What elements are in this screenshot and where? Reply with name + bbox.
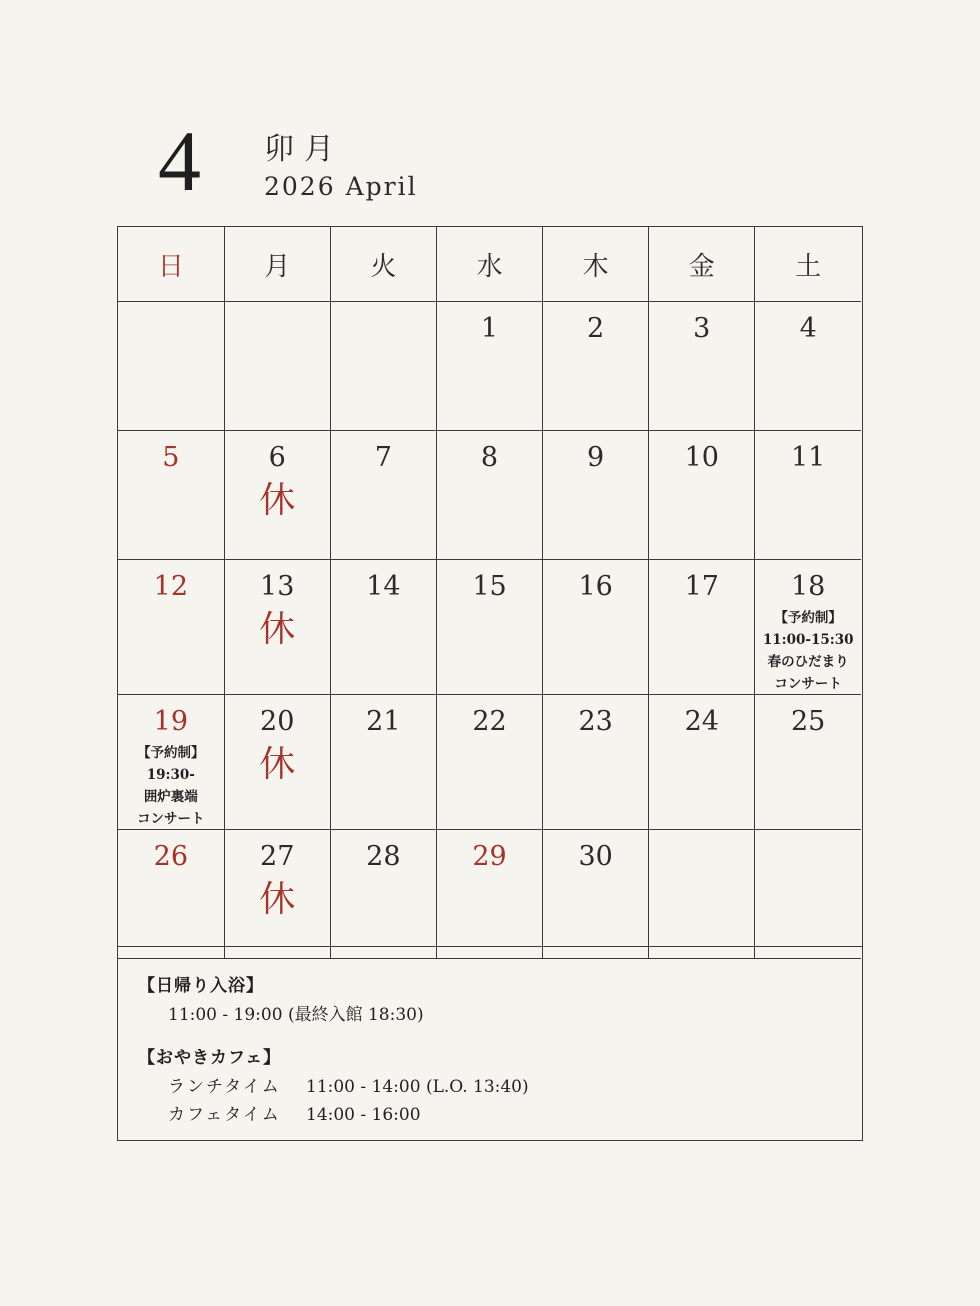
calendar-day-cell — [224, 830, 330, 959]
event-note-line: コンサート — [774, 676, 842, 692]
day-number: 27 — [260, 841, 295, 872]
day-number: 20 — [260, 706, 295, 737]
calendar-day-cell — [330, 830, 436, 959]
day-number: 3 — [693, 313, 711, 344]
day-number: 15 — [472, 571, 507, 602]
day-number: 1 — [480, 313, 499, 344]
event-note — [118, 743, 224, 829]
day-number: 5 — [162, 442, 180, 473]
lunch-time-label: ランチタイム — [168, 1077, 281, 1097]
closed-day-mark: 休 — [259, 744, 296, 785]
day-number: 24 — [684, 706, 719, 737]
calendar-day-cell — [543, 302, 649, 431]
lunch-time-row — [138, 1073, 862, 1101]
calendar-day-cell — [330, 302, 436, 431]
day-number: 23 — [578, 706, 613, 737]
cafe-time-label: カフェタイム — [168, 1105, 281, 1125]
weekday-wednesday: 水 — [436, 227, 542, 302]
day-number: 19 — [153, 706, 188, 737]
calendar-day-cell — [330, 695, 436, 830]
weekday-tuesday: 火 — [330, 227, 436, 302]
calendar-day-cell — [224, 695, 330, 830]
day-bath-heading: 【日帰り入浴】 — [138, 976, 264, 996]
day-number: 13 — [260, 571, 295, 602]
day-number: 16 — [578, 571, 613, 602]
weekday-monday: 月 — [224, 227, 330, 302]
day-number: 21 — [366, 706, 401, 737]
calendar-day-cell — [118, 695, 224, 830]
day-number: 22 — [472, 706, 507, 737]
day-bath-hours: 11:00 - 19:00 (最終入館 18:30) — [168, 1005, 424, 1025]
closed-day-mark: 休 — [259, 609, 296, 650]
day-number: 12 — [153, 571, 188, 602]
calendar-day-cell — [649, 302, 755, 431]
calendar-day-cell — [755, 431, 861, 560]
day-number: 2 — [587, 313, 605, 344]
closed-day-mark: 休 — [259, 879, 296, 920]
weekday-friday: 金 — [649, 227, 755, 302]
calendar-day-cell — [118, 560, 224, 695]
cafe-time-hours: 14:00 - 16:00 — [306, 1105, 421, 1125]
calendar-day-cell — [649, 560, 755, 695]
calendar-day-cell — [330, 560, 436, 695]
day-number: 7 — [374, 442, 392, 473]
calendar-day-cell — [224, 431, 330, 560]
event-note-line: 春のひだまり — [767, 654, 849, 670]
calendar-day-cell — [543, 830, 649, 959]
weekday-saturday: 土 — [755, 227, 861, 302]
calendar-day-cell — [118, 431, 224, 560]
day-number: 9 — [587, 442, 605, 473]
cafe-heading: 【おやきカフェ】 — [138, 1048, 282, 1068]
event-note-line: 11:00-15:30 — [762, 632, 854, 648]
calendar-week-row — [118, 830, 861, 959]
calendar-day-cell — [649, 695, 755, 830]
calendar-day-cell — [224, 560, 330, 695]
calendar-day-cell — [543, 431, 649, 560]
calendar-table — [118, 227, 861, 959]
calendar-day-cell — [436, 830, 542, 959]
calendar-day-cell — [224, 302, 330, 431]
day-number: 18 — [790, 571, 826, 602]
calendar-week-row — [118, 302, 861, 431]
day-number: 6 — [268, 442, 286, 473]
calendar-day-cell — [755, 830, 861, 959]
day-number: 8 — [480, 442, 499, 473]
day-number: 25 — [790, 706, 826, 737]
closed-day-mark: 休 — [259, 480, 296, 521]
day-number: 10 — [684, 442, 719, 473]
business-hours-info — [118, 946, 862, 1140]
month-number: 4 — [158, 113, 201, 209]
day-number: 28 — [366, 841, 401, 872]
day-number: 17 — [684, 571, 719, 602]
calendar-body — [118, 302, 861, 959]
day-number: 29 — [472, 841, 507, 872]
event-note — [755, 608, 861, 694]
year-month-label: 2026 April — [264, 172, 418, 201]
calendar-day-cell — [436, 560, 542, 695]
calendar-day-cell — [543, 695, 649, 830]
weekday-sunday: 日 — [118, 227, 224, 302]
event-note-line: コンサート — [137, 811, 205, 827]
event-note-line: 【予約制】 — [774, 610, 842, 626]
calendar-day-cell — [330, 431, 436, 560]
calendar-day-cell — [436, 302, 542, 431]
calendar-week-row — [118, 695, 861, 830]
day-number: 14 — [366, 571, 401, 602]
calendar-week-row — [118, 560, 861, 695]
calendar-week-row — [118, 431, 861, 560]
calendar-day-cell — [436, 695, 542, 830]
calendar-day-cell — [436, 431, 542, 560]
weekday-thursday: 木 — [543, 227, 649, 302]
calendar-grid — [117, 226, 863, 1141]
calendar-day-cell — [118, 830, 224, 959]
event-note-line: 【予約制】 — [137, 745, 205, 761]
weekday-header-row — [118, 227, 861, 302]
calendar-day-cell — [755, 560, 861, 695]
calendar-day-cell — [755, 695, 861, 830]
cafe-time-row — [138, 1101, 862, 1129]
calendar-day-cell — [118, 302, 224, 431]
day-number: 11 — [790, 442, 826, 473]
calendar-day-cell — [543, 560, 649, 695]
month-japanese-name: 卯月 — [264, 132, 344, 167]
day-number: 30 — [578, 841, 613, 872]
day-number: 4 — [799, 313, 817, 344]
lunch-time-hours: 11:00 - 14:00 (L.O. 13:40) — [306, 1077, 529, 1097]
calendar-day-cell — [755, 302, 861, 431]
event-note-line: 19:30- — [146, 767, 195, 783]
calendar-day-cell — [649, 431, 755, 560]
day-number: 26 — [153, 841, 188, 872]
event-note-line: 囲炉裏端 — [143, 789, 198, 805]
calendar-day-cell — [649, 830, 755, 959]
